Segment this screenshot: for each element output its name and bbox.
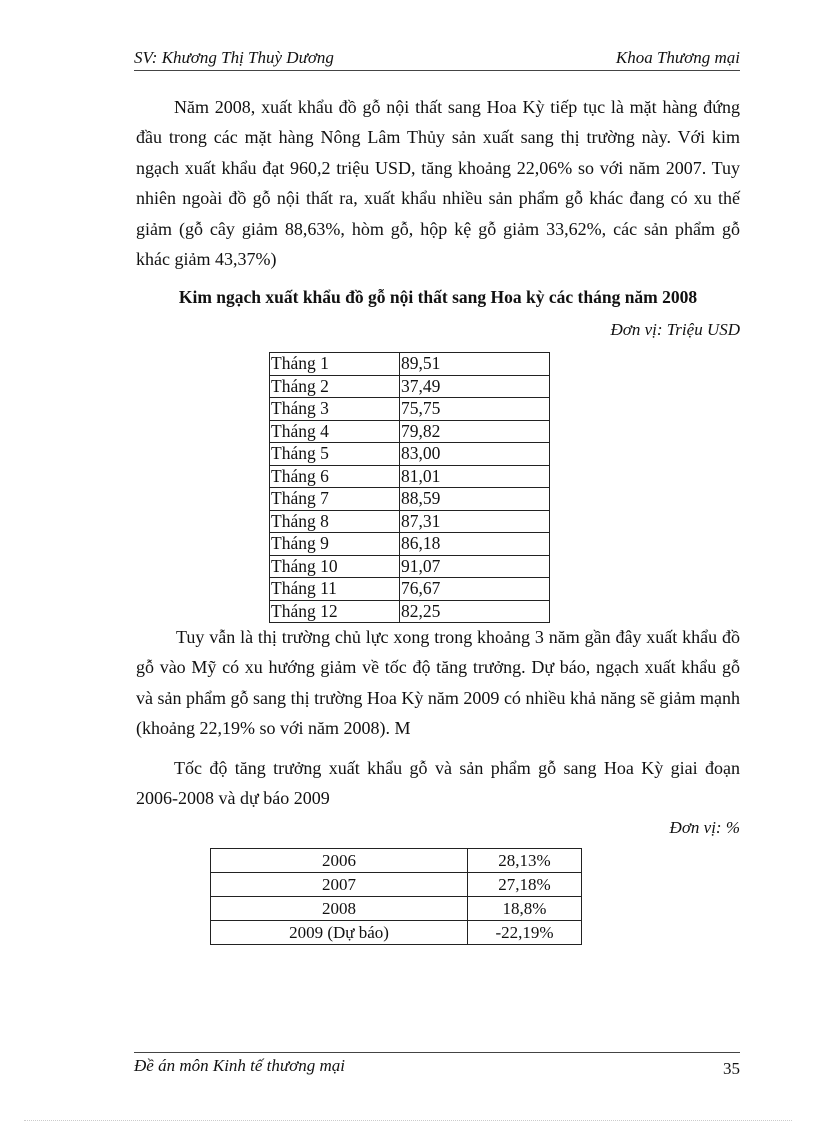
paragraph-growth-intro: Tốc độ tăng trưởng xuất khẩu gỗ và sản phẩm gỗ sang Hoa Kỳ giai đoạn 2006-2008 và dự báo 2009 [136,758,740,809]
table-row [211,921,582,945]
value-cell: 82,25 [400,600,550,623]
table-row [270,510,550,533]
header-author: SV: Khương Thị Thuỳ Dương [134,48,334,67]
table-row [270,375,550,398]
table-row [270,533,550,556]
value-cell: 88,59 [400,488,550,511]
value-cell: 18,8% [468,897,582,921]
page-footer [134,1052,740,1078]
table-row [270,488,550,511]
label-cell: Tháng 5 [270,443,400,466]
table-row [270,465,550,488]
growth-rate-table [210,848,582,945]
table-row [270,353,550,376]
table-row [270,420,550,443]
value-cell: 27,18% [468,873,582,897]
page-number: 35 [723,1059,740,1078]
paragraph-forecast: Tuy vẫn là thị trường chủ lực xong trong khoảng 3 năm gần đây xuất khẩu đồ gỗ vào Mỹ có xu hướng giảm về tốc độ tăng trưởng. Dự báo, ngạch xuất khẩu gỗ và sản phẩm gỗ sang thị trường Hoa Kỳ năm 2009 có nhiều khả năng sẽ giảm mạnh (khoảng 22,19% so với năm 2008). M [136,627,740,739]
label-cell: 2009 (Dự báo) [211,921,468,945]
table-row [270,600,550,623]
table-row [211,849,582,873]
label-cell: Tháng 12 [270,600,400,623]
label-cell: Tháng 2 [270,375,400,398]
paragraph-export-2008: Năm 2008, xuất khẩu đồ gỗ nội thất sang Hoa Kỳ tiếp tục là mặt hàng đứng đầu trong các mặt hàng Nông Lâm Thủy sản xuất sang thị trường này. Với kim ngạch xuất khẩu đạt 960,2 triệu USD, tăng khoảng 22,06% so với năm 2007. Tuy nhiên ngoài đồ gỗ nội thất ra, xuất khẩu nhiều sản phẩm gỗ khác đang có xu thế giảm (gỗ cây giảm 88,63%, hòm gỗ, hộp kệ gỗ giảm 33,62%, các sản phẩm gỗ khác giảm 43,37%) [136,97,740,270]
value-cell: 91,07 [400,555,550,578]
table-row [270,578,550,601]
label-cell: Tháng 4 [270,420,400,443]
table-row [270,443,550,466]
value-cell: 79,82 [400,420,550,443]
table-row [211,897,582,921]
value-cell: 37,49 [400,375,550,398]
label-cell: Tháng 7 [270,488,400,511]
table-row [211,873,582,897]
label-cell: Tháng 10 [270,555,400,578]
label-cell: Tháng 6 [270,465,400,488]
value-cell: 83,00 [400,443,550,466]
table-row [270,398,550,421]
table2-unit: Đơn vị: % [669,818,740,837]
label-cell: 2007 [211,873,468,897]
page-header [134,46,740,71]
value-cell: 81,01 [400,465,550,488]
label-cell: 2008 [211,897,468,921]
value-cell: 86,18 [400,533,550,556]
label-cell: Tháng 9 [270,533,400,556]
label-cell: Tháng 8 [270,510,400,533]
monthly-export-table [269,352,550,623]
label-cell: Tháng 11 [270,578,400,601]
value-cell: 28,13% [468,849,582,873]
label-cell: Tháng 1 [270,353,400,376]
header-department: Khoa Thương mại [615,48,740,67]
footer-course-title: Đề án môn Kinh tế thương mại [134,1056,345,1075]
value-cell: 76,67 [400,578,550,601]
label-cell: 2006 [211,849,468,873]
page-edge [24,1120,792,1121]
label-cell: Tháng 3 [270,398,400,421]
table-row [270,555,550,578]
table1-title: Kim ngạch xuất khẩu đồ gỗ nội thất sang Hoa kỳ các tháng năm 2008 [178,287,698,307]
value-cell: 75,75 [400,398,550,421]
value-cell: 89,51 [400,353,550,376]
table1-unit: Đơn vị: Triệu USD [610,320,740,339]
value-cell: -22,19% [468,921,582,945]
value-cell: 87,31 [400,510,550,533]
